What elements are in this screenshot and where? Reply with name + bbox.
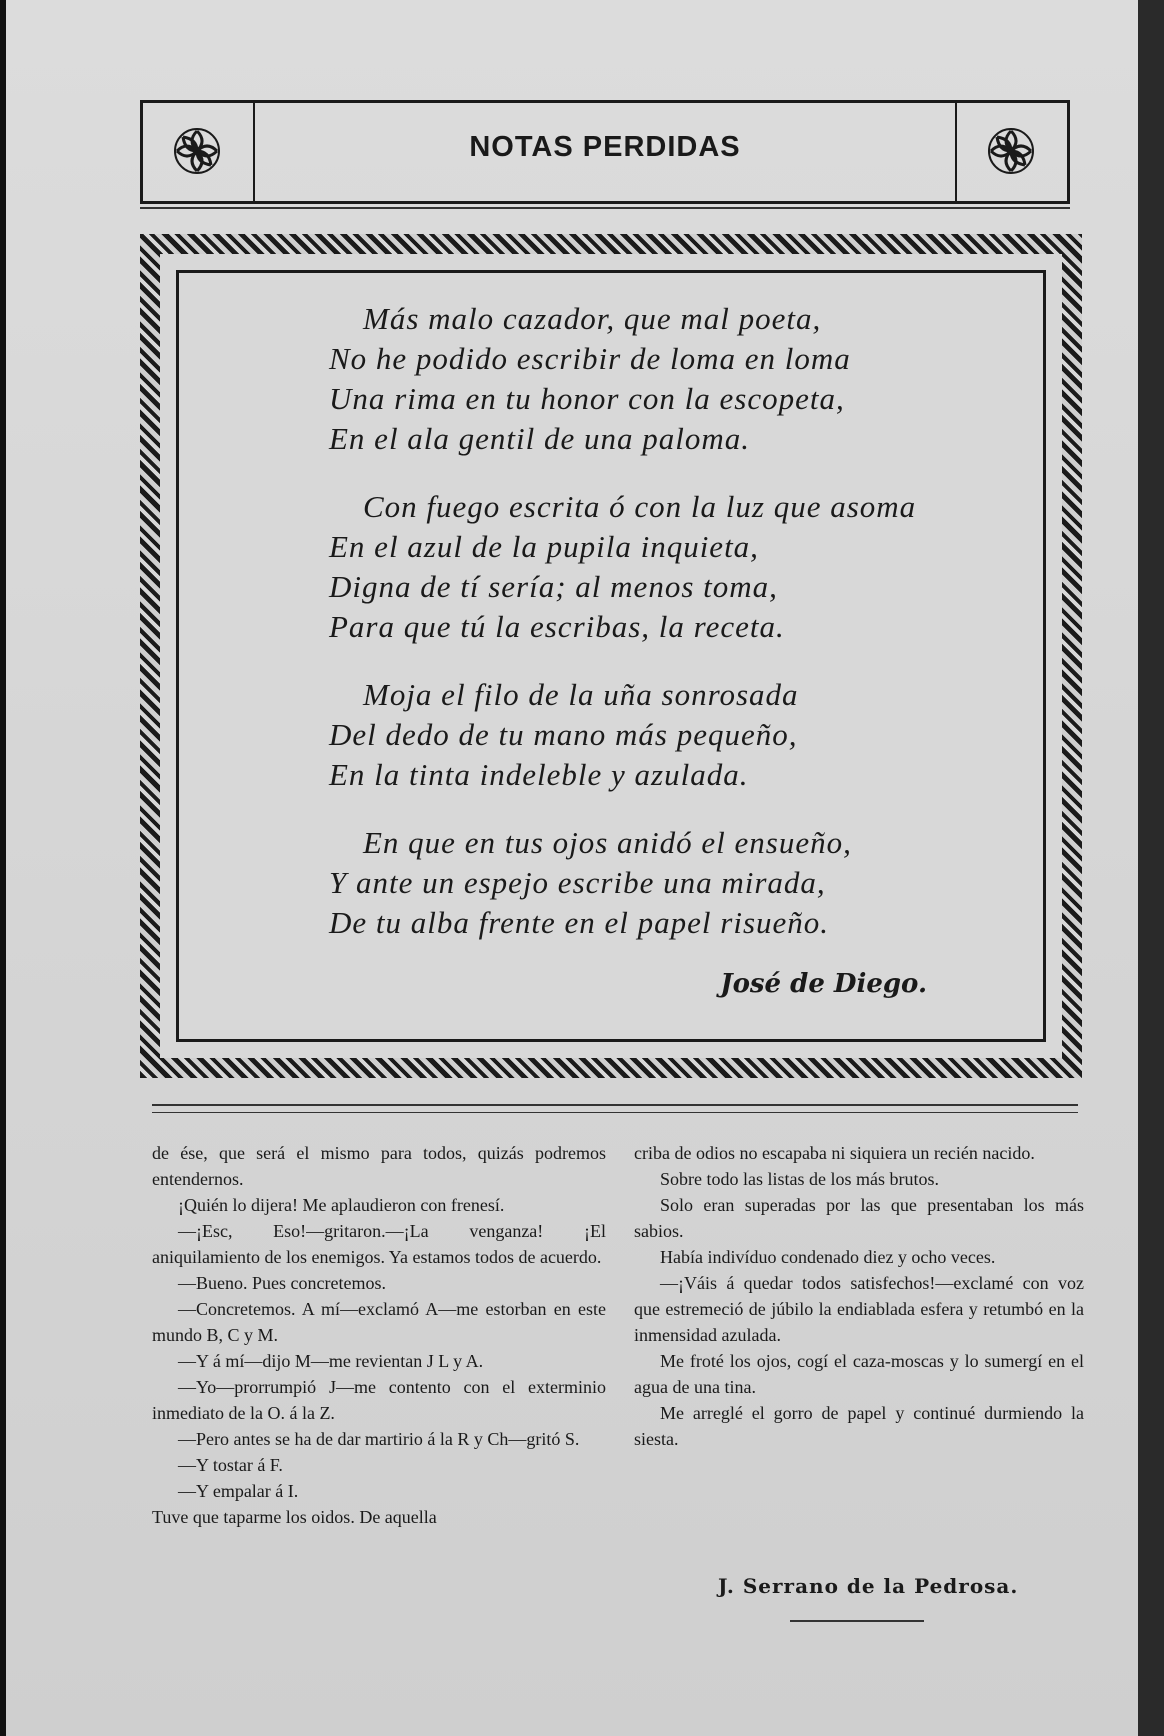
poem-line: Moja el filo de la uña sonrosada: [363, 677, 799, 712]
poem-line: Con fuego escrita ó con la luz que asoma: [363, 489, 917, 524]
paragraph: Me arreglé el gorro de papel y continué durmiendo la siesta.: [634, 1403, 1084, 1449]
article-signature: J. Serrano de la Pedrosa.: [718, 1574, 1019, 1598]
left-column: [152, 1140, 606, 1530]
paragraph: Había indivíduo condenado diez y ocho veces.: [660, 1247, 996, 1267]
paragraph: —Y á mí—dijo M—me revientan J L y A.: [178, 1351, 484, 1371]
page: [6, 0, 1138, 1736]
paragraph: —Y tostar á F.: [178, 1455, 283, 1475]
poem-line: En la tinta indeleble y azulada.: [329, 757, 749, 792]
header-left-cell: [143, 103, 255, 201]
poem: [329, 299, 949, 971]
section-divider: [152, 1104, 1078, 1113]
poem-signature: José de Diego.: [720, 969, 927, 999]
paragraph: —Concretemos. A mí—exclamó A—me estorban en este mundo B, C y M.: [152, 1299, 606, 1345]
rosette-icon: [173, 127, 221, 180]
poem-stanza: [329, 299, 949, 459]
poem-line: Una rima en tu honor con la escopeta,: [329, 381, 845, 416]
poem-line: En que en tus ojos anidó el ensueño,: [363, 825, 852, 860]
paragraph: Me froté los ojos, cogí el caza-moscas y lo sumergí en el agua de una tina.: [634, 1351, 1084, 1397]
poem-line: De tu alba frente en el papel risueño.: [329, 905, 830, 940]
paragraph: Sobre todo las listas de los más brutos.: [660, 1169, 939, 1189]
end-rule: [790, 1620, 924, 1622]
paragraph: —Bueno. Pues concretemos.: [178, 1273, 386, 1293]
header-right-cell: [955, 103, 1067, 201]
poem-line: No he podido escribir de loma en loma: [329, 341, 851, 376]
poem-line: Y ante un espejo escribe una mirada,: [329, 865, 826, 900]
poem-line: Más malo cazador, que mal poeta,: [363, 301, 822, 336]
paragraph: —¡Váis á quedar todos satisfechos!—exclamé con voz que estremeció de júbilo la endiablada esfera y retumbó en la inmensidad azulada.: [634, 1273, 1084, 1345]
poem-frame: [140, 234, 1082, 1078]
header-title: NOTAS PERDIDAS: [469, 131, 741, 163]
poem-stanza: [329, 823, 949, 943]
poem-line: Digna de tí sería; al menos toma,: [329, 569, 778, 604]
paragraph: criba de odios no escapaba ni siquiera un recién nacido.: [634, 1143, 1035, 1163]
paragraph: —Y empalar á I.: [178, 1481, 299, 1501]
paragraph: —¡Esc, Eso!—gritaron.—¡La venganza! ¡El aniquilamiento de los enemigos. Ya estamos todos de acuerdo.: [152, 1221, 606, 1267]
paragraph: Tuve que taparme los oidos. De aquella: [152, 1507, 437, 1527]
poem-stanza: [329, 675, 949, 795]
paragraph: —Pero antes se ha de dar martirio á la R y Ch—gritó S.: [178, 1429, 580, 1449]
poem-stanza: [329, 487, 949, 647]
poem-line: En el azul de la pupila inquieta,: [329, 529, 759, 564]
right-column: [634, 1140, 1084, 1452]
poem-frame-inner: [176, 270, 1046, 1042]
section-header: [140, 100, 1070, 204]
paragraph: de ése, que será el mismo para todos, quizás podremos entendernos.: [152, 1143, 606, 1189]
poem-line: Para que tú la escribas, la receta.: [329, 609, 785, 644]
rosette-icon: [987, 127, 1035, 180]
poem-line: En el ala gentil de una paloma.: [329, 421, 751, 456]
poem-line: Del dedo de tu mano más pequeño,: [329, 717, 798, 752]
paragraph: —Yo—prorrumpió J—me contento con el exterminio inmediato de la O. á la Z.: [152, 1377, 606, 1423]
paragraph: ¡Quién lo dijera! Me aplaudieron con frenesí.: [178, 1195, 505, 1215]
paragraph: Solo eran superadas por las que presentaban los más sabios.: [634, 1195, 1084, 1241]
header-underline: [140, 207, 1070, 209]
